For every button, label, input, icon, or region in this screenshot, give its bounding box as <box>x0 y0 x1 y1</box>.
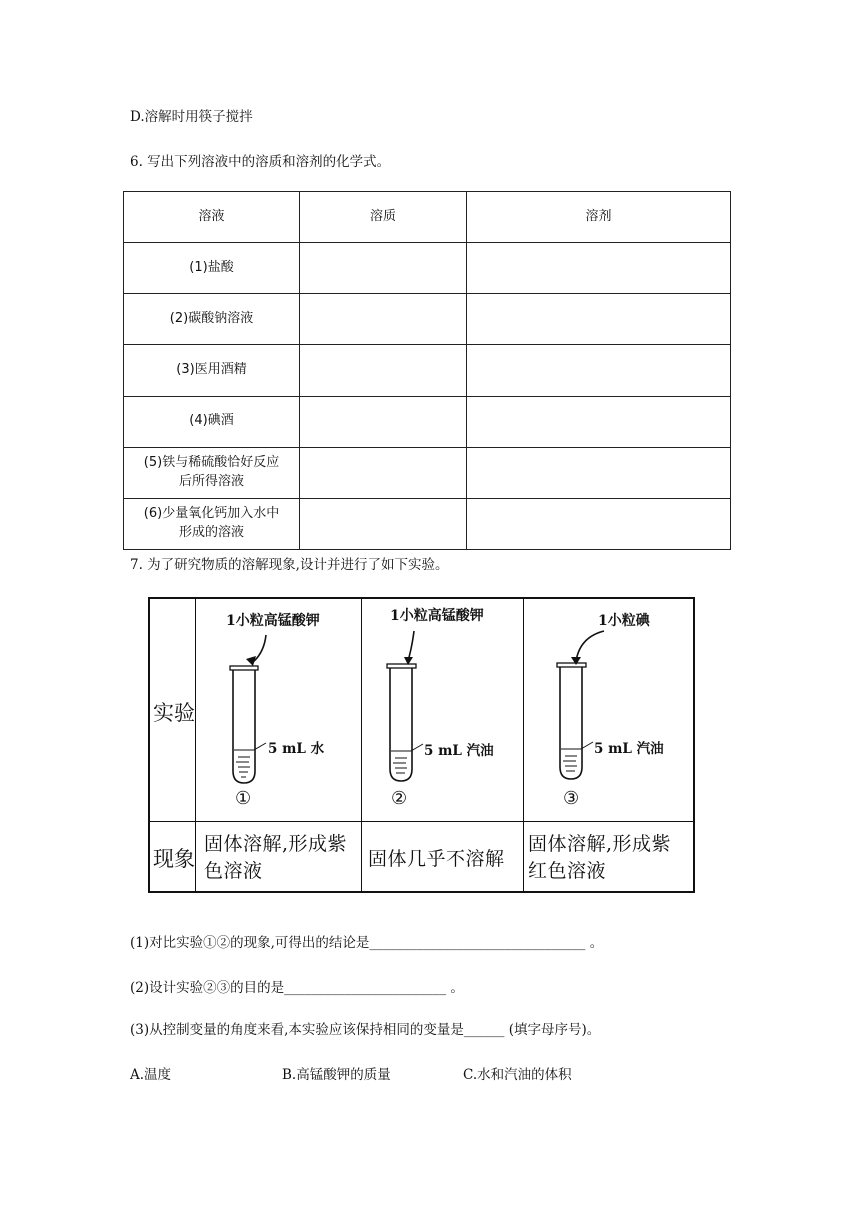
observation-1 <box>204 831 347 885</box>
solution-name: (3)医用酒精 <box>176 362 247 378</box>
solute-answer-cell[interactable] <box>300 396 467 447</box>
tube-3-liquid: 5 mL 汽油 <box>594 741 664 757</box>
question-7-sub2: (2)设计实验②③的目的是________________________ 。 <box>130 980 464 996</box>
table-row <box>124 243 731 294</box>
solution-name-line2: 形成的溶液 <box>178 524 244 540</box>
row-label-phenomenon: 现象 <box>153 847 195 871</box>
experiment-figure <box>148 597 695 893</box>
solvent-answer-cell[interactable] <box>467 498 731 549</box>
observation-3 <box>528 831 671 885</box>
test-tube-icon <box>220 631 350 791</box>
solute-answer-cell[interactable] <box>300 294 467 345</box>
solvent-answer-cell[interactable] <box>467 396 731 447</box>
solute-answer-cell[interactable] <box>300 243 467 294</box>
observation-line: 红色溶液 <box>528 860 607 882</box>
solvent-answer-cell[interactable] <box>467 345 731 396</box>
option-c[interactable]: C.水和汽油的体积 <box>463 1067 572 1083</box>
option-d: D.溶解时用筷子搅拌 <box>130 109 253 125</box>
question-7-sub1: (1)对比实验①②的现象,可得出的结论是________________________________ 。 <box>130 935 604 951</box>
solution-name: (5)铁与稀硫酸恰好反应 <box>143 454 280 470</box>
header-solvent: 溶剂 <box>467 192 731 243</box>
divider <box>361 599 362 891</box>
tube-2-liquid: 5 mL 汽油 <box>424 743 494 759</box>
solution-name: (2)碳酸钠溶液 <box>169 310 254 326</box>
solution-name-line2: 后所得溶液 <box>178 473 244 489</box>
observation-line: 固体几乎不溶解 <box>368 848 505 870</box>
solution-cell <box>124 345 300 396</box>
option-a[interactable]: A.温度 <box>130 1067 172 1083</box>
question-7-sub3: (3)从控制变量的角度来看,本实验应该保持相同的变量是______ (填字母序号)。 <box>130 1022 601 1038</box>
table-row <box>124 345 731 396</box>
solution-cell <box>124 447 300 498</box>
table-row <box>124 498 731 549</box>
test-tube-icon <box>550 627 680 787</box>
solution-cell <box>124 294 300 345</box>
solute-answer-cell[interactable] <box>300 345 467 396</box>
divider <box>195 599 196 891</box>
divider <box>150 821 693 822</box>
solution-cell <box>124 498 300 549</box>
tube-3-number: ③ <box>563 788 580 809</box>
solution-cell <box>124 396 300 447</box>
question-6-prompt: 6. 写出下列溶液中的溶质和溶剂的化学式。 <box>130 154 391 170</box>
table-row <box>124 294 731 345</box>
solvent-answer-cell[interactable] <box>467 243 731 294</box>
divider <box>523 599 524 891</box>
tube-1-number: ① <box>235 788 252 809</box>
solvent-answer-cell[interactable] <box>467 447 731 498</box>
solution-cell <box>124 243 300 294</box>
tube-1-reagent: 1小粒高锰酸钾 <box>226 613 320 629</box>
solute-answer-cell[interactable] <box>300 447 467 498</box>
solution-table <box>123 191 731 550</box>
observation-2 <box>368 846 505 873</box>
question-7-prompt: 7. 为了研究物质的溶解现象,设计并进行了如下实验。 <box>130 557 449 573</box>
table-header-row <box>124 192 731 243</box>
solvent-answer-cell[interactable] <box>467 294 731 345</box>
header-solution: 溶液 <box>124 192 300 243</box>
solute-answer-cell[interactable] <box>300 498 467 549</box>
test-tube-icon <box>380 627 510 787</box>
row-label-experiment: 实验 <box>153 701 195 725</box>
solution-name: (6)少量氧化钙加入水中 <box>143 506 280 522</box>
observation-line: 色溶液 <box>204 860 263 882</box>
observation-line: 固体溶解,形成紫 <box>204 833 348 855</box>
tube-1-liquid: 5 mL 水 <box>268 741 325 757</box>
tube-2-reagent: 1小粒高锰酸钾 <box>390 608 484 624</box>
option-b[interactable]: B.高锰酸钾的质量 <box>282 1067 391 1083</box>
table-row <box>124 447 731 498</box>
tube-2-number: ② <box>391 788 408 809</box>
solution-name: (1)盐酸 <box>189 259 234 275</box>
table-row <box>124 396 731 447</box>
solution-name: (4)碘酒 <box>189 413 234 429</box>
observation-line: 固体溶解,形成紫 <box>528 833 672 855</box>
header-solute: 溶质 <box>300 192 467 243</box>
tube-3-reagent: 1小粒碘 <box>598 613 650 629</box>
